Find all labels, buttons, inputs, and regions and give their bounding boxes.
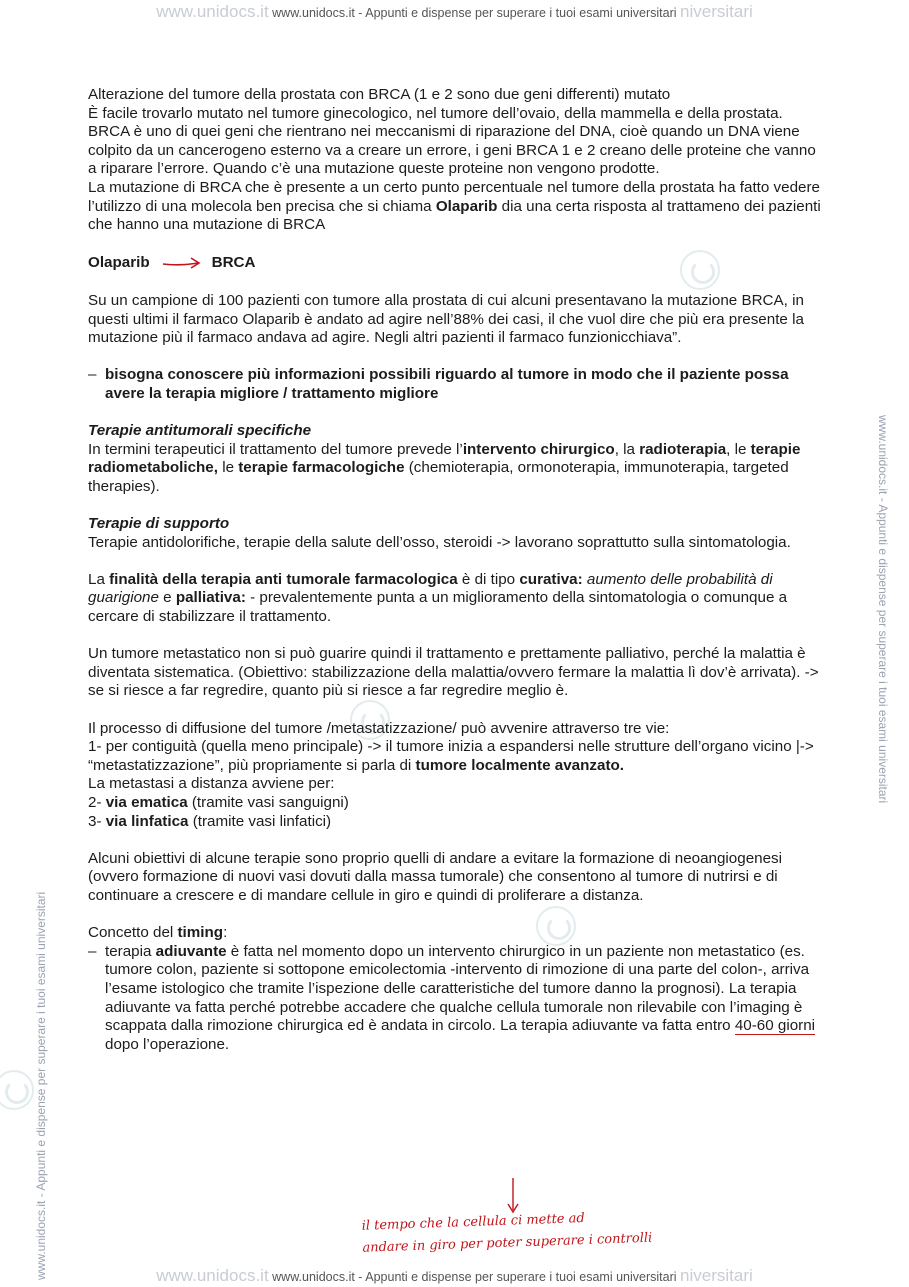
dash-bullet: – <box>88 942 97 960</box>
section-heading: Terapie di supporto <box>88 515 230 533</box>
paragraph: BRCA è uno di quei geni che rientrano nei meccanismi di riparazione del DNA, cioè quando un DNA viene colpito da un cancerogeno esterno va a creare un errore, i geni BRCA 1 e 2 creano delle proteine che vanno a riparare l’errore. Quando c’è una mutazione queste proteine non vengono prodotte. <box>88 123 816 178</box>
paragraph: 1- per contiguità (quella meno principale) -> il tumore inizia a espandersi nelle strutture dell’organo vicino |-> “metastatizzazione”, più propriamente si parla di tumore localmente avanzato. <box>88 738 814 774</box>
bottom-watermark <box>0 1266 909 1286</box>
watermark-ghost-left: www.unidocs.it <box>156 1266 269 1285</box>
paragraph: In termini terapeutici il trattamento del tumore prevede l’intervento chirurgico, la radioterapia, le terapie radiometaboliche, le terapie farmacologiche (chemioterapia, ormonoterapia, immunoterapia, targeted therapies). <box>88 440 801 495</box>
handwritten-line: il tempo che la cellula ci mette ad <box>361 1210 585 1234</box>
watermark-ghost-right: niversitari <box>680 2 753 21</box>
paragraph: La mutazione di BRCA che è presente a un certo punto percentuale nel tumore della prostata ha fatto vedere l’utilizzo di una molecola ben precisa che si chiama Olaparib dia una certa risposta al trattameno dei pazienti che hanno una mutazione di BRCA <box>88 178 821 234</box>
section-heading: Terapie antitumorali specifiche <box>88 422 312 440</box>
drug-label: Olaparib <box>88 254 150 272</box>
paragraph: Concetto del timing: <box>88 924 228 942</box>
paragraph: Un tumore metastatico non si può guarire quindi il trattamento e prettamente palliativo, perché la malattia è diventata sistematica. (Obiettivo: stabilizzazione della malattia/ovvero fermare la malattia lì dov’è arrivata). -> se si riesce a far regredire, quanto più si riesce a far regredire meglio è. <box>88 645 819 700</box>
paragraph: Alcuni obiettivi di alcune terapie sono proprio quelli di andare a evitare la formazione di neoangiogenesi (ovvero formazione di nuovi vasi dovuti dalla massa tumorale) che consentono al tumore di nutrirsi e di continuare a crescere e di mandare cellule in giro e quindi di proliferare a distanza. <box>88 849 783 904</box>
watermark-text: www.unidocs.it - Appunti e dispense per superare i tuoi esami universitari <box>272 1270 677 1284</box>
watermark-ghost-left: www.unidocs.it <box>156 2 269 21</box>
paragraph: La finalità della terapia anti tumorale farmacologica è di tipo curativa: aumento delle probabilità di guarigione e palliativa: - prevalentemente punta a un miglioramento della sintomatologia o comunque a cercare di stabilizzare il trattamento. <box>88 570 788 626</box>
watermark-ghost-right: niversitari <box>680 1266 753 1285</box>
handwritten-note <box>361 1204 692 1259</box>
highlighted-interval: 40-60 giorni <box>734 1017 816 1035</box>
paragraph: La metastasi a distanza avviene per: <box>88 775 335 793</box>
paragraph: Su un campione di 100 pazienti con tumore alla prostata di cui alcuni presentavano la mutazione BRCA, in questi ultimi il farmaco Olaparib è andato ad agire nell’88% dei casi, il che vuol dire che più era presente la mutazione più il farmaco andava ad agire. Negli altri pazienti il farmaco funzionicchiava”. <box>88 291 804 347</box>
paragraph: Terapie antidolorifiche, terapie della salute dell’osso, steroidi -> lavorano soprattutto sulla sintomatologia. <box>88 533 791 551</box>
top-watermark <box>0 2 909 22</box>
list-item: – bisogna conoscere più informazioni possibili riguardo al tumore in modo che il paziente possa avere la terapia migliore / trattamento migliore <box>88 366 789 402</box>
paragraph: È facile trovarlo mutato nel tumore ginecologico, nel tumore dell’ovaio, della mammella e della prostata. <box>88 104 783 122</box>
document-body <box>88 86 828 1054</box>
watermark-text: www.unidocs.it - Appunti e dispense per superare i tuoi esami universitari <box>272 6 677 20</box>
gene-label: BRCA <box>211 254 256 272</box>
watermark-logo-icon <box>0 1070 34 1110</box>
list-item: – terapia adiuvante è fatta nel momento dopo un intervento chirurgico in un paziente non metastatico (es. tumore colon, paziente si sottopone emicolectomia -intervento di rimozione di una parte del colon-, arriva l’esame istologico che tramite l’ispezione delle caratteristiche del tumore danno la prognosi). La terapia adiuvante va fatta perché potrebbe accadere che qualche cellula tumorale non rilevabile con l’imaging è scappata dalla rimozione chirurgica ed è andata in circolo. La terapia adiuvante va fatta entro 40-60 giorni dopo l’operazione. <box>88 942 816 1053</box>
olaparib-brca-relation <box>88 253 828 273</box>
paragraph: Il processo di diffusione del tumore /metastatizzazione/ può avvenire attraverso tre vie: <box>88 719 670 737</box>
dash-bullet: – <box>88 366 97 384</box>
paragraph: 2- via ematica (tramite vasi sanguigni) <box>88 793 349 811</box>
paragraph: 3- via linfatica (tramite vasi linfatici) <box>88 812 332 830</box>
handwritten-line: andare in giro per poter superare i controlli <box>362 1230 653 1256</box>
side-watermark-right: www.unidocs.it - Appunti e dispense per superare i tuoi esami universitari <box>876 415 890 804</box>
red-arrow-icon <box>162 256 202 270</box>
paragraph: Alterazione del tumore della prostata con BRCA (1 e 2 sono due geni differenti) mutato <box>88 86 671 103</box>
side-watermark-left: www.unidocs.it - Appunti e dispense per superare i tuoi esami universitari <box>34 891 48 1280</box>
